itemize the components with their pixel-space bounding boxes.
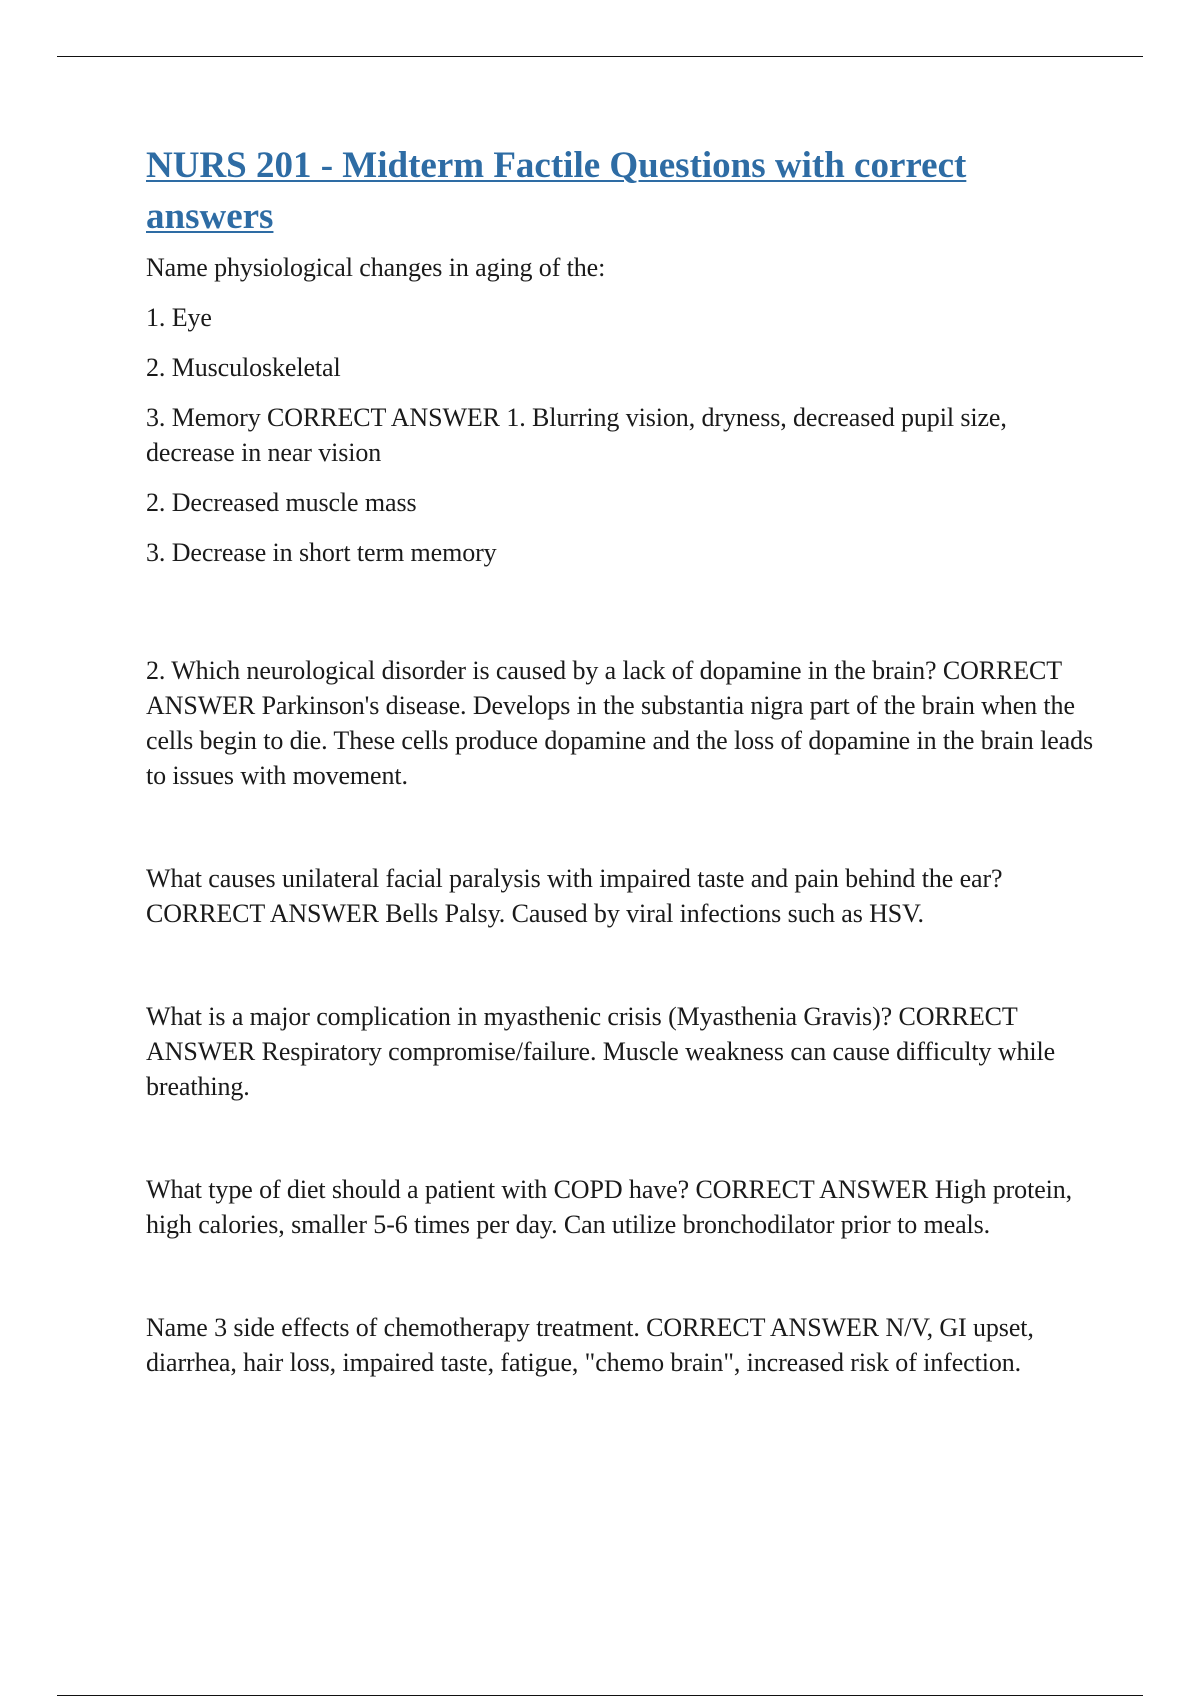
intro-item: 1. Eye [146, 303, 212, 332]
header-rule [57, 56, 1143, 57]
footer-rule [57, 1695, 1143, 1696]
spacer [146, 1104, 1096, 1172]
question-chemotherapy: Name 3 side effects of chemotherapy treatment. CORRECT ANSWER N/V, GI upset, diarrhea, hair loss, impaired taste, fatigue, "chemo brain", increased risk of infection. [146, 1313, 1034, 1377]
spacer [146, 1242, 1096, 1310]
question-bells-palsy: What causes unilateral facial paralysis with impaired taste and pain behind the ear? CORRECT ANSWER Bells Palsy. Caused by viral infections such as HSV. [146, 864, 1003, 928]
document-body [146, 140, 1096, 1380]
intro-answer-line: 3. Memory CORRECT ANSWER 1. Blurring vision, dryness, decreased pupil size, decrease in near vision [146, 403, 1007, 467]
intro-item: 2. Musculoskeletal [146, 353, 341, 382]
intro-answer-item: 3. Decrease in short term memory [146, 538, 497, 567]
intro-prompt: Name physiological changes in aging of the: [146, 253, 606, 282]
question-parkinsons: 2. Which neurological disorder is caused by a lack of dopamine in the brain? CORRECT ANSWER Parkinson's disease. Develops in the substantia nigra part of the brain when the cells begin to die. These cells produce dopamine and the loss of dopamine in the brain leads to issues with movement. [146, 656, 1093, 790]
intro-answer-item: 2. Decreased muscle mass [146, 488, 417, 517]
spacer [146, 793, 1096, 861]
page-title[interactable]: NURS 201 - Midterm Factile Questions with correct answers [146, 145, 967, 237]
question-myasthenic-crisis: What is a major complication in myasthenic crisis (Myasthenia Gravis)? CORRECT ANSWER Respiratory compromise/failure. Muscle weakness can cause difficulty while breathing. [146, 1002, 1056, 1101]
spacer [146, 585, 1096, 653]
spacer [146, 931, 1096, 999]
question-copd-diet: What type of diet should a patient with COPD have? CORRECT ANSWER High protein, high calories, smaller 5-6 times per day. Can utilize bronchodilator prior to meals. [146, 1175, 1073, 1239]
